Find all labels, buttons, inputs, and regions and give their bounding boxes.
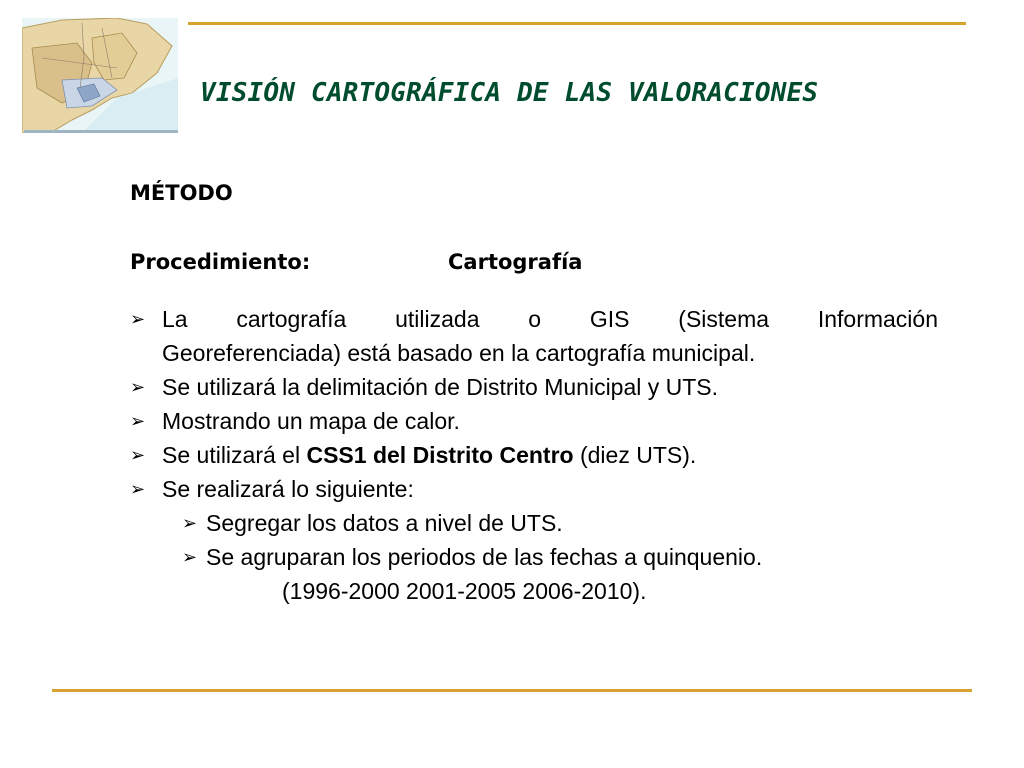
bullet-text: Se realizará lo siguiente: — [162, 476, 414, 502]
sub-bullet-text: Segregar los datos a nivel de UTS. — [206, 510, 563, 536]
sub-bullet-text: Se agruparan los periodos de las fechas a quinquenio. — [206, 544, 763, 570]
procedure-label: Procedimiento: — [130, 250, 311, 274]
bullet-text-suffix: (diez UTS). — [573, 442, 697, 468]
district-map-icon — [22, 18, 178, 133]
periods-text: (1996-2000 2001-2005 2006-2010). — [282, 578, 647, 604]
page-title: VISIÓN CARTOGRÁFICA DE LAS VALORACIONES — [200, 78, 819, 108]
bullet-list — [130, 302, 938, 608]
arrow-bullet-icon: ➢ — [130, 479, 146, 499]
arrow-bullet-icon: ➢ — [182, 547, 198, 567]
bottom-divider — [52, 689, 972, 692]
list-item — [130, 472, 938, 506]
top-divider — [188, 22, 966, 25]
procedure-value: Cartografía — [448, 250, 583, 274]
sub-list-item — [130, 506, 938, 540]
arrow-bullet-icon: ➢ — [130, 411, 146, 431]
method-heading: MÉTODO — [130, 181, 233, 205]
bullet-text: Georeferenciada) está basado en la cartografía municipal. — [162, 340, 756, 366]
arrow-bullet-icon: ➢ — [130, 377, 146, 397]
arrow-bullet-icon: ➢ — [182, 513, 198, 533]
procedure-line — [130, 250, 583, 274]
bullet-text: Mostrando un mapa de calor. — [162, 408, 460, 434]
bullet-text: Se utilizará la delimitación de Distrito Municipal y UTS. — [162, 374, 719, 400]
sub-list-item — [130, 540, 938, 574]
list-item — [130, 370, 938, 404]
arrow-bullet-icon: ➢ — [130, 309, 146, 329]
list-item — [130, 404, 938, 438]
bullet-text-bold: CSS1 del Distrito Centro — [306, 442, 574, 468]
bullet-text: La cartografía utilizada o GIS (Sistema Información — [162, 306, 938, 332]
list-item — [130, 438, 938, 472]
arrow-bullet-icon: ➢ — [130, 445, 146, 465]
bullet-text-prefix: Se utilizará el — [162, 442, 307, 468]
list-item — [130, 302, 938, 370]
